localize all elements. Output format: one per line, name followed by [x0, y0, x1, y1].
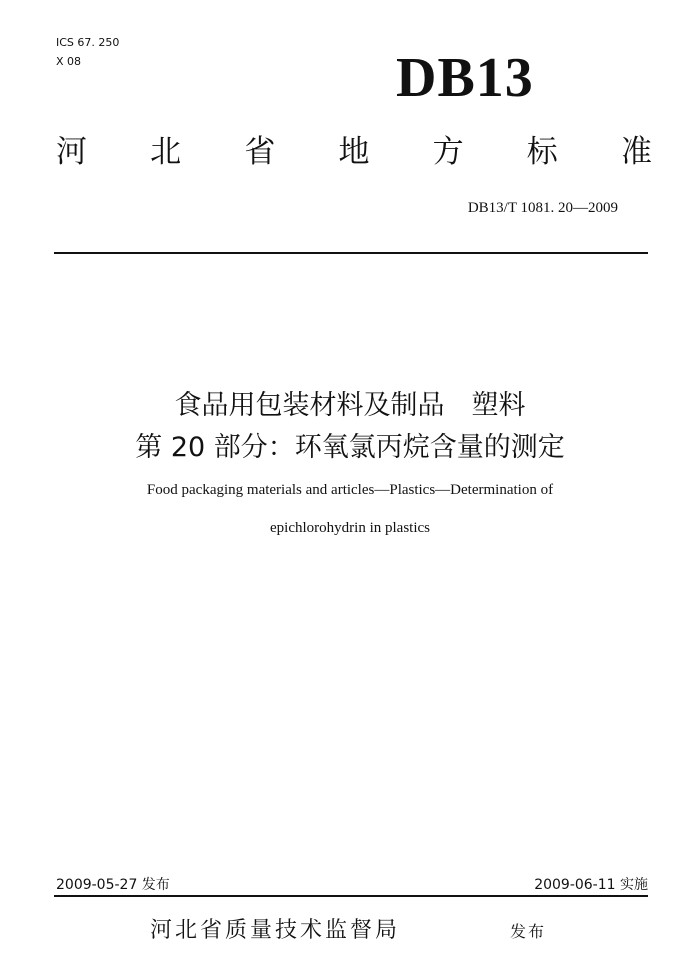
ics-code: ICS 67. 250: [56, 36, 120, 49]
standard-title-char: 河: [56, 134, 87, 170]
issuing-authority: 河北省质量技术监督局: [150, 918, 401, 943]
standard-number: DB13/T 1081. 20—2009: [467, 200, 618, 216]
standard-title-char: 标: [526, 134, 558, 170]
standard-title-char: 北: [150, 134, 182, 170]
footer-divider: [54, 895, 648, 897]
category-code: X 08: [56, 55, 82, 68]
chinese-title-line-2: 第 20 部分：环氧氯丙烷含量的测定: [135, 432, 565, 463]
standard-title-char: 地: [338, 134, 370, 170]
standard-type-title: [56, 132, 652, 172]
standard-title-char: 省: [244, 134, 276, 170]
header-divider: [54, 252, 648, 254]
issue-date: 2009-05-27 发布: [56, 877, 170, 893]
implementation-date: 2009-06-11 实施: [534, 877, 648, 893]
chinese-title-line-1: 食品用包装材料及制品 塑料: [174, 390, 526, 421]
standard-title-char: 方: [432, 134, 464, 170]
english-title-line-2: epichlorohydrin in plastics: [270, 520, 430, 536]
standard-title-char: 准: [620, 134, 652, 170]
english-title-line-1: Food packaging materials and articles—Plastics—Determination of: [146, 482, 554, 498]
standard-logo: DB13: [396, 47, 534, 109]
issued-label: 发布: [510, 922, 547, 941]
